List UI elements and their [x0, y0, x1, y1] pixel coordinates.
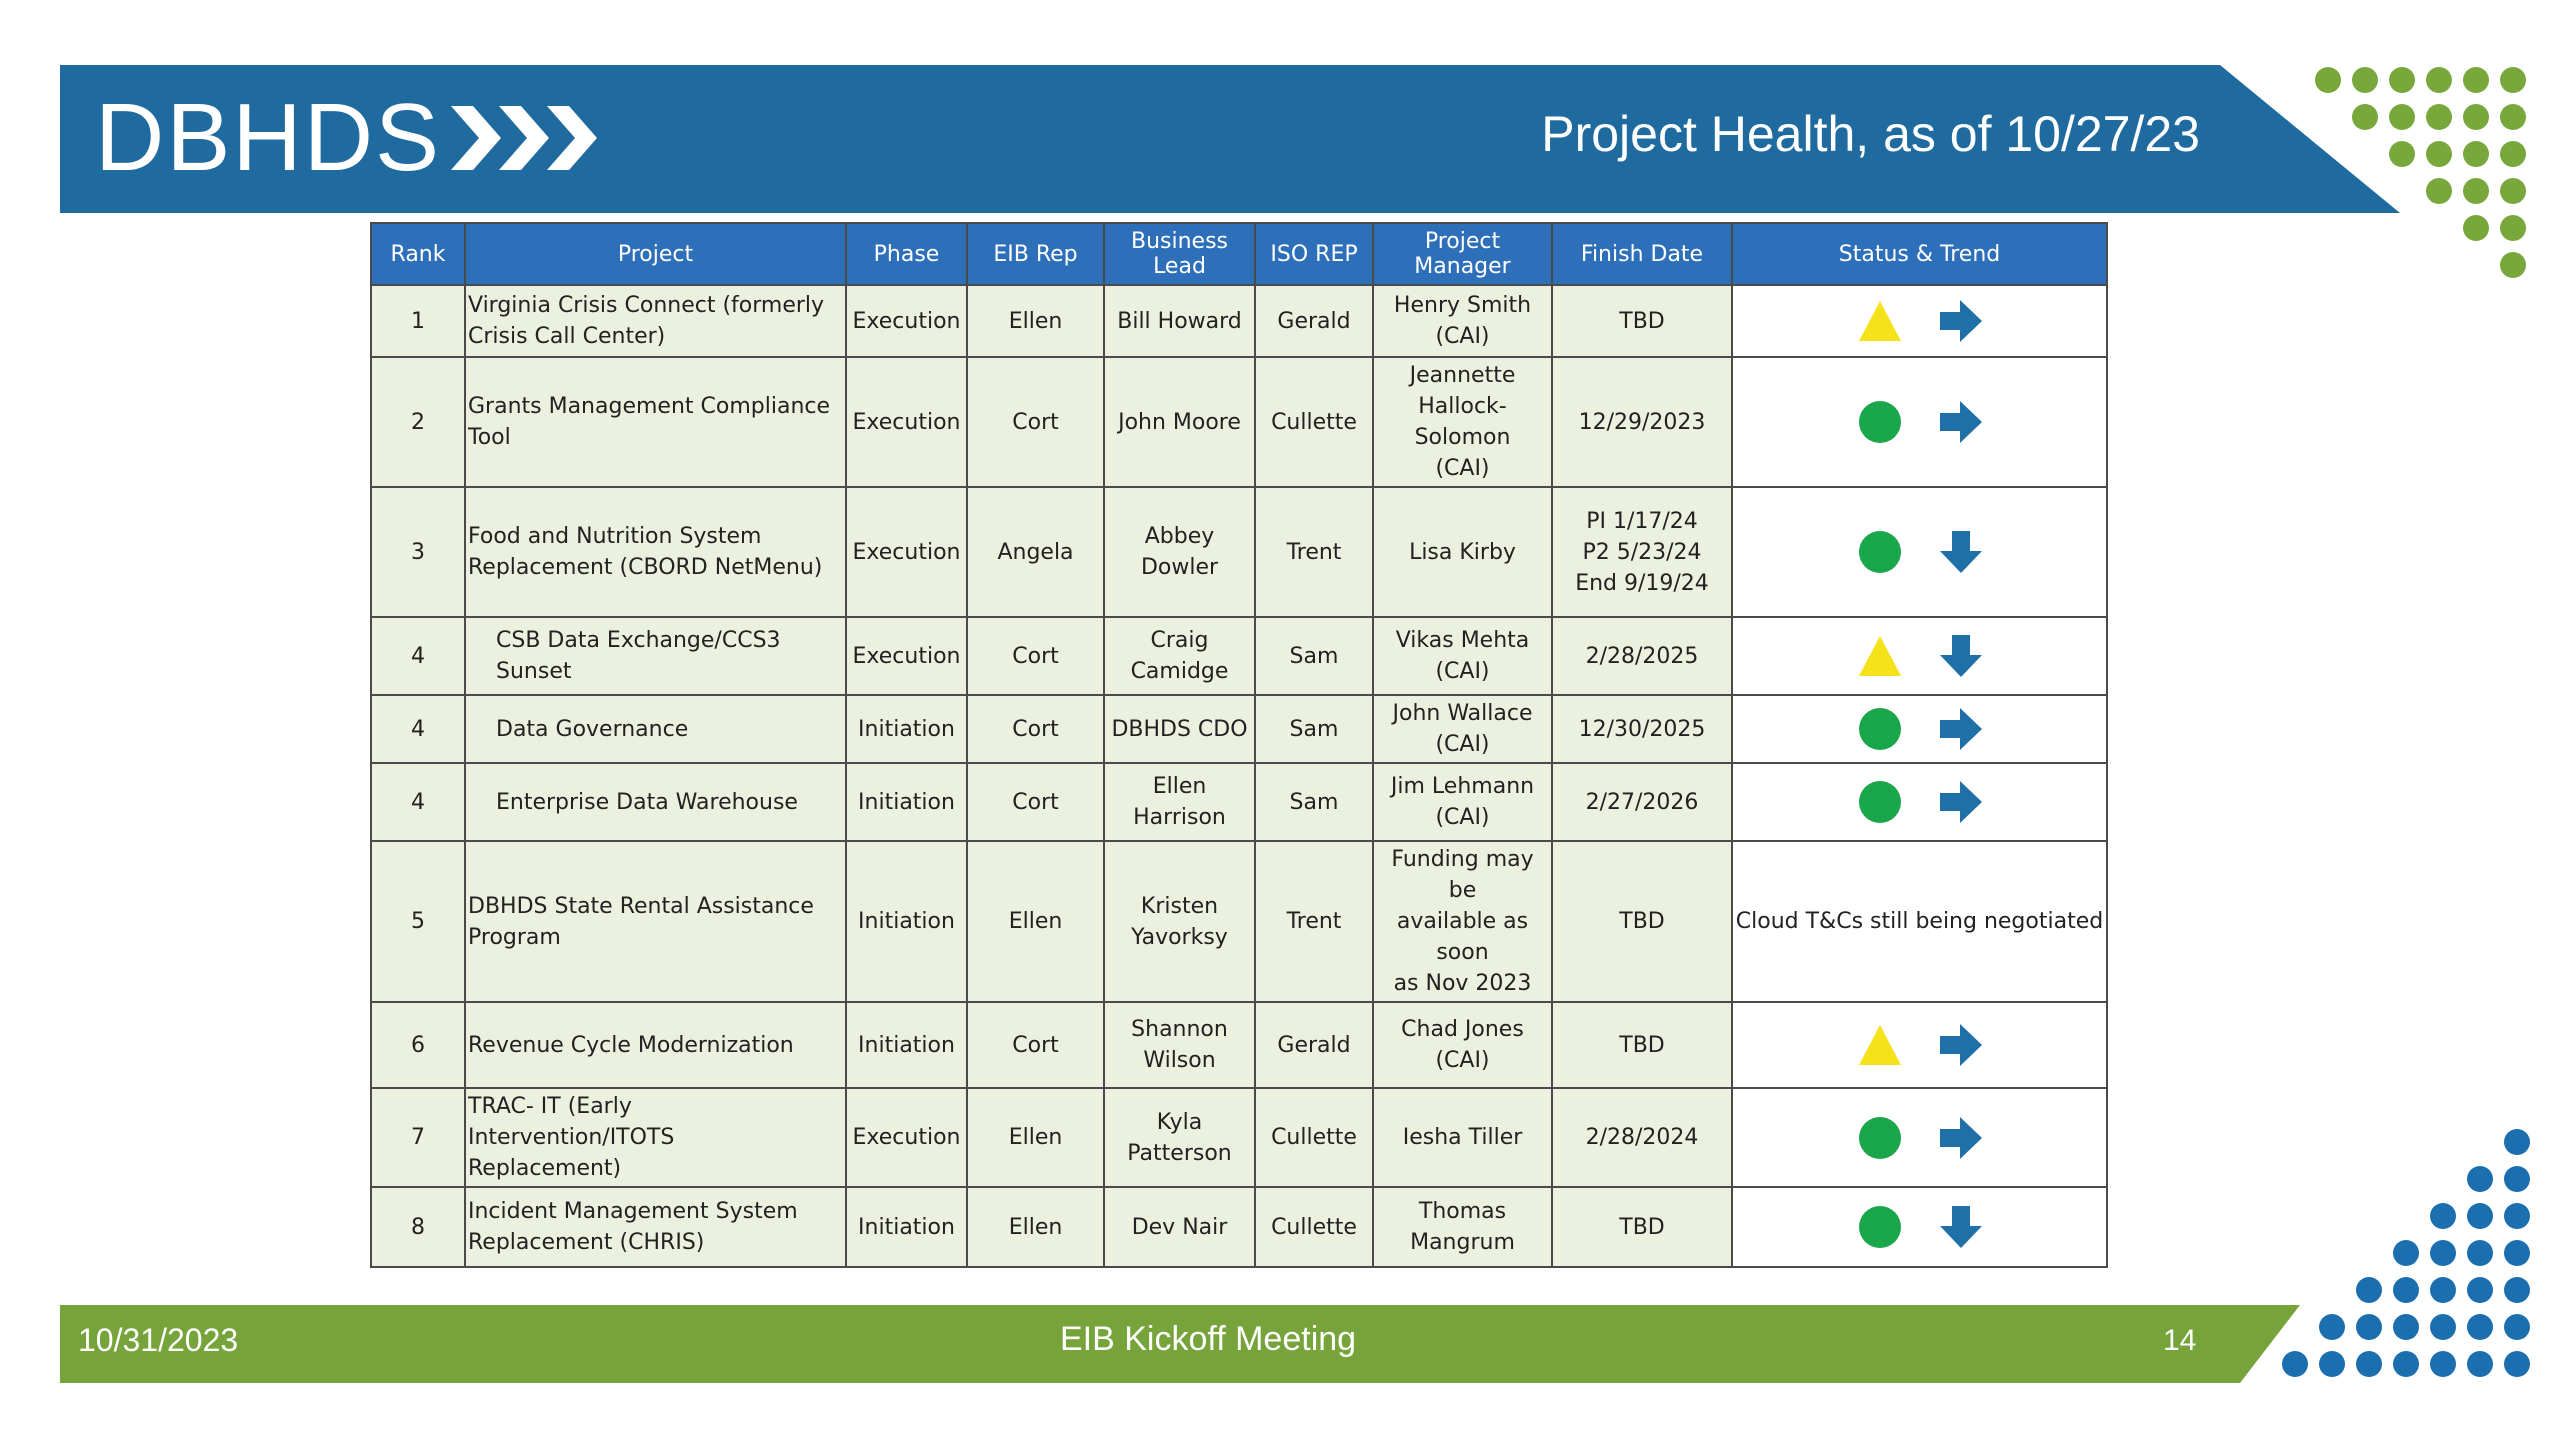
trend-down-arrow-icon	[1938, 1204, 1984, 1250]
decorative-dot	[2504, 1129, 2530, 1155]
finish-date-cell	[1552, 841, 1732, 1002]
iso-rep-cell: Sam	[1255, 695, 1373, 763]
project-cell	[465, 841, 846, 1002]
warning-triangle-icon	[1856, 1021, 1904, 1069]
eib-rep-cell: Cort	[967, 617, 1104, 695]
finish-date-cell	[1552, 487, 1732, 617]
phase-cell: Execution	[846, 285, 967, 357]
eib-rep-cell: Ellen	[967, 285, 1104, 357]
phase-cell: Initiation	[846, 695, 967, 763]
blue-dots-pattern	[2255, 1120, 2535, 1390]
table-row	[371, 1088, 2107, 1187]
project-cell-line: TRAC- IT (Early Intervention/ITOTS	[468, 1094, 675, 1150]
phase-cell: Execution	[846, 487, 967, 617]
eib-rep-cell: Ellen	[967, 1088, 1104, 1187]
project-cell-line: Enterprise Data Warehouse	[496, 789, 798, 815]
project-cell-line: Program	[468, 924, 561, 950]
business-lead-cell-line: Shannon	[1131, 1017, 1228, 1042]
table-row	[371, 487, 2107, 617]
phase-cell: Initiation	[846, 1187, 967, 1267]
decorative-dot	[2500, 178, 2526, 204]
decorative-dot	[2500, 104, 2526, 130]
phase-cell: Execution	[846, 1088, 967, 1187]
finish-date-cell-line: 2/28/2025	[1585, 643, 1699, 669]
eib-rep-cell: Cort	[967, 763, 1104, 841]
table-row	[371, 285, 2107, 357]
project-cell-line: Virginia Crisis Connect (formerly	[468, 293, 825, 318]
project-manager-cell-line: (CAI)	[1435, 324, 1490, 349]
finish-date-cell	[1552, 1088, 1732, 1187]
decorative-dot	[2463, 215, 2489, 241]
decorative-dot	[2393, 1277, 2419, 1303]
table-row	[371, 617, 2107, 695]
trend-down-arrow-icon	[1938, 633, 1984, 679]
warning-triangle-icon	[1856, 297, 1904, 345]
green-dots-pattern	[2270, 60, 2530, 280]
project-manager-cell	[1373, 285, 1552, 357]
status-green-circle-icon	[1856, 1203, 1904, 1251]
business-lead-cell-line: Abbey Dowler	[1140, 524, 1219, 580]
decorative-dot	[2500, 67, 2526, 93]
col-header-project: Project	[465, 223, 846, 285]
project-manager-cell	[1373, 357, 1552, 487]
project-cell	[465, 285, 846, 357]
project-manager-cell	[1373, 1002, 1552, 1088]
business-lead-cell-line: Bill Howard	[1117, 308, 1242, 334]
warning-triangle-icon	[1856, 632, 1904, 680]
project-cell	[465, 763, 846, 841]
project-manager-cell-line: John Wallace	[1392, 701, 1533, 726]
status-indicators	[1735, 1114, 2104, 1162]
finish-date-cell	[1552, 1002, 1732, 1088]
finish-date-cell	[1552, 1187, 1732, 1267]
slide-title: Project Health, as of 10/27/23	[1541, 106, 2200, 162]
table-header-row	[371, 223, 2107, 285]
decorative-dot	[2430, 1240, 2456, 1266]
status-indicators	[1735, 1021, 2104, 1069]
project-manager-cell-line: Mangrum	[1410, 1230, 1515, 1255]
project-manager-cell-line: Jim Lehmann	[1390, 774, 1535, 799]
decorative-dot	[2426, 178, 2452, 204]
table-row	[371, 695, 2107, 763]
phase-cell: Initiation	[846, 763, 967, 841]
project-cell-line: Crisis Call Center)	[468, 324, 666, 349]
finish-date-cell-line: P2 5/23/24	[1582, 539, 1702, 565]
decorative-dot	[2389, 104, 2415, 130]
finish-date-cell-line: 2/27/2026	[1585, 789, 1699, 815]
business-lead-cell	[1104, 1002, 1255, 1088]
rank-cell: 4	[371, 617, 465, 695]
business-lead-cell	[1104, 285, 1255, 357]
project-health-table-wrapper	[370, 222, 2106, 1268]
business-lead-cell-line: Kristen	[1140, 893, 1219, 919]
decorative-dot	[2500, 252, 2526, 278]
business-lead-cell-line: Dev Nair	[1131, 1214, 1228, 1240]
decorative-dot	[2504, 1351, 2530, 1377]
trend-right-arrow-icon	[1938, 706, 1984, 752]
table-row	[371, 1002, 2107, 1088]
status-trend-cell	[1732, 285, 2107, 357]
rank-cell: 2	[371, 357, 465, 487]
finish-date-cell	[1552, 357, 1732, 487]
decorative-dot	[2356, 1351, 2382, 1377]
trend-right-arrow-icon	[1938, 1022, 1984, 1068]
decorative-dot	[2500, 141, 2526, 167]
project-manager-cell-line: (CAI)	[1435, 805, 1490, 830]
phase-cell: Initiation	[846, 1002, 967, 1088]
decorative-dot	[2356, 1277, 2382, 1303]
project-manager-cell	[1373, 1088, 1552, 1187]
decorative-dot	[2430, 1314, 2456, 1340]
project-cell-line: DBHDS State Rental Assistance	[468, 893, 814, 919]
decorative-dot	[2315, 67, 2341, 93]
status-trend-cell	[1732, 1088, 2107, 1187]
finish-date-cell-line: 12/29/2023	[1578, 409, 1706, 435]
project-cell	[465, 357, 846, 487]
iso-rep-cell: Trent	[1255, 487, 1373, 617]
project-manager-cell-line: (CAI)	[1435, 659, 1490, 684]
iso-rep-cell: Gerald	[1255, 1002, 1373, 1088]
decorative-dot	[2467, 1351, 2493, 1377]
table-row	[371, 763, 2107, 841]
project-manager-cell-line: Jeannette	[1409, 363, 1516, 388]
project-cell-line: Replacement (CHRIS)	[468, 1230, 705, 1255]
decorative-dot	[2319, 1351, 2345, 1377]
project-cell	[465, 1088, 846, 1187]
project-cell	[465, 617, 846, 695]
business-lead-cell-line: Craig Camidge	[1130, 628, 1229, 684]
business-lead-cell-line: Ellen Harrison	[1133, 774, 1226, 830]
project-manager-cell-line: Thomas	[1418, 1199, 1507, 1224]
col-header-phase: Phase	[846, 223, 967, 285]
finish-date-cell-line: End 9/19/24	[1575, 570, 1709, 596]
status-indicators	[1735, 1203, 2104, 1251]
project-manager-cell-line: Henry Smith	[1393, 293, 1532, 318]
decorative-dot	[2352, 104, 2378, 130]
eib-rep-cell: Ellen	[967, 1187, 1104, 1267]
iso-rep-cell: Cullette	[1255, 357, 1373, 487]
decorative-dot	[2463, 104, 2489, 130]
project-cell-line: Revenue Cycle Modernization	[468, 1032, 794, 1058]
logo-text: DBHDS	[95, 84, 442, 191]
decorative-dot	[2426, 67, 2452, 93]
project-cell-line: Tool	[468, 425, 511, 450]
project-cell-line: Incident Management System	[468, 1199, 798, 1224]
status-indicators	[1735, 398, 2104, 446]
col-header-project-manager: Project Manager	[1373, 223, 1552, 285]
project-manager-cell-line: (CAI)	[1435, 456, 1490, 481]
phase-cell: Execution	[846, 617, 967, 695]
decorative-dot	[2504, 1166, 2530, 1192]
decorative-dot	[2500, 215, 2526, 241]
col-header-status-trend: Status & Trend	[1732, 223, 2107, 285]
business-lead-cell	[1104, 357, 1255, 487]
decorative-dot	[2352, 67, 2378, 93]
project-manager-cell	[1373, 841, 1552, 1002]
project-cell	[465, 1002, 846, 1088]
status-green-circle-icon	[1856, 1114, 1904, 1162]
footer-page-number: 14	[2163, 1324, 2197, 1357]
business-lead-cell	[1104, 617, 1255, 695]
decorative-dot	[2463, 141, 2489, 167]
eib-rep-cell: Ellen	[967, 841, 1104, 1002]
decorative-dot	[2504, 1203, 2530, 1229]
eib-rep-cell: Cort	[967, 695, 1104, 763]
status-indicators	[1735, 632, 2104, 680]
decorative-dot	[2282, 1351, 2308, 1377]
decorative-dot	[2467, 1277, 2493, 1303]
rank-cell: 4	[371, 763, 465, 841]
project-manager-cell-line: as Nov 2023	[1393, 971, 1532, 996]
finish-date-cell-line: TBD	[1619, 308, 1665, 334]
col-header-eib-rep: EIB Rep	[967, 223, 1104, 285]
finish-date-cell-line: PI 1/17/24	[1586, 508, 1698, 534]
status-indicators	[1735, 528, 2104, 576]
decorative-dot	[2467, 1166, 2493, 1192]
project-manager-cell-line: Vikas Mehta	[1395, 628, 1530, 653]
finish-date-cell-line: 12/30/2025	[1578, 716, 1706, 742]
rank-cell: 8	[371, 1187, 465, 1267]
decorative-dot	[2467, 1240, 2493, 1266]
decorative-dot	[2426, 104, 2452, 130]
business-lead-cell	[1104, 487, 1255, 617]
eib-rep-cell: Cort	[967, 1002, 1104, 1088]
project-manager-cell-line: Funding may be	[1391, 847, 1534, 903]
rank-cell: 4	[371, 695, 465, 763]
status-trend-cell	[1732, 1002, 2107, 1088]
finish-date-cell	[1552, 285, 1732, 357]
status-trend-cell	[1732, 357, 2107, 487]
decorative-dot	[2430, 1277, 2456, 1303]
table-row	[371, 841, 2107, 1002]
eib-rep-cell: Cort	[967, 357, 1104, 487]
iso-rep-cell: Sam	[1255, 617, 1373, 695]
project-cell	[465, 695, 846, 763]
decorative-dot	[2393, 1314, 2419, 1340]
iso-rep-cell: Trent	[1255, 841, 1373, 1002]
business-lead-cell	[1104, 763, 1255, 841]
trend-right-arrow-icon	[1938, 1115, 1984, 1161]
finish-date-cell-line: TBD	[1619, 1214, 1665, 1240]
table-body	[371, 285, 2107, 1267]
finish-date-cell-line: TBD	[1619, 909, 1665, 934]
col-header-rank: Rank	[371, 223, 465, 285]
phase-cell: Execution	[846, 357, 967, 487]
decorative-dot	[2504, 1277, 2530, 1303]
decorative-dot	[2389, 141, 2415, 167]
status-indicators	[1735, 778, 2104, 826]
status-note: Cloud T&Cs still being negotiated	[1735, 909, 2104, 934]
rank-cell: 1	[371, 285, 465, 357]
table-row	[371, 1187, 2107, 1267]
dbhds-logo	[95, 78, 601, 198]
decorative-dot	[2430, 1351, 2456, 1377]
col-header-iso-rep: ISO REP	[1255, 223, 1373, 285]
project-health-table	[370, 222, 2108, 1268]
project-manager-cell-line: Hallock-Solomon	[1414, 394, 1511, 450]
project-cell-line: Grants Management Compliance	[468, 394, 831, 419]
decorative-dot	[2504, 1314, 2530, 1340]
business-lead-cell-line: John Moore	[1118, 409, 1241, 435]
business-lead-cell	[1104, 841, 1255, 1002]
iso-rep-cell: Sam	[1255, 763, 1373, 841]
project-cell-line: Replacement)	[468, 1156, 622, 1181]
project-manager-cell-line: available as soon	[1396, 909, 1529, 965]
business-lead-cell	[1104, 1187, 1255, 1267]
project-manager-cell-line: Lisa Kirby	[1409, 539, 1516, 565]
trend-down-arrow-icon	[1938, 529, 1984, 575]
decorative-dot	[2389, 67, 2415, 93]
decorative-dot	[2319, 1314, 2345, 1340]
status-indicators	[1735, 705, 2104, 753]
decorative-dot	[2393, 1351, 2419, 1377]
finish-date-cell	[1552, 763, 1732, 841]
rank-cell: 7	[371, 1088, 465, 1187]
decorative-dot	[2463, 67, 2489, 93]
status-trend-cell	[1732, 841, 2107, 1002]
project-manager-cell	[1373, 617, 1552, 695]
project-manager-cell	[1373, 487, 1552, 617]
trend-right-arrow-icon	[1938, 779, 1984, 825]
status-green-circle-icon	[1856, 528, 1904, 576]
status-trend-cell	[1732, 763, 2107, 841]
rank-cell: 6	[371, 1002, 465, 1088]
decorative-dot	[2467, 1203, 2493, 1229]
project-cell	[465, 487, 846, 617]
project-cell-line: Food and Nutrition System	[468, 524, 762, 549]
business-lead-cell	[1104, 695, 1255, 763]
iso-rep-cell: Cullette	[1255, 1088, 1373, 1187]
iso-rep-cell: Cullette	[1255, 1187, 1373, 1267]
trend-right-arrow-icon	[1938, 399, 1984, 445]
business-lead-cell-line: Kyla Patterson	[1127, 1109, 1232, 1166]
project-manager-cell-line: Chad Jones	[1401, 1017, 1524, 1042]
trend-right-arrow-icon	[1938, 298, 1984, 344]
project-manager-cell	[1373, 763, 1552, 841]
rank-cell: 3	[371, 487, 465, 617]
project-manager-cell-line: (CAI)	[1435, 1048, 1490, 1073]
decorative-dot	[2426, 141, 2452, 167]
finish-date-cell-line: 2/28/2024	[1585, 1125, 1699, 1150]
logo-chevrons-icon	[451, 100, 601, 176]
project-cell-line: CSB Data Exchange/CCS3 Sunset	[496, 628, 781, 684]
status-trend-cell	[1732, 617, 2107, 695]
project-manager-cell-line: Iesha Tiller	[1402, 1125, 1523, 1150]
phase-cell: Initiation	[846, 841, 967, 1002]
decorative-dot	[2463, 178, 2489, 204]
status-indicators	[1735, 297, 2104, 345]
finish-date-cell-line: TBD	[1619, 1032, 1665, 1058]
project-cell-line: Replacement (CBORD NetMenu)	[468, 555, 823, 580]
decorative-dot	[2467, 1314, 2493, 1340]
business-lead-cell-line: Yavorksy	[1131, 924, 1228, 950]
iso-rep-cell: Gerald	[1255, 285, 1373, 357]
decorative-dot	[2393, 1240, 2419, 1266]
project-manager-cell-line: (CAI)	[1435, 732, 1490, 757]
status-trend-cell	[1732, 1187, 2107, 1267]
col-header-finish-date: Finish Date	[1552, 223, 1732, 285]
status-green-circle-icon	[1856, 778, 1904, 826]
rank-cell: 5	[371, 841, 465, 1002]
decorative-dot	[2356, 1314, 2382, 1340]
business-lead-cell	[1104, 1088, 1255, 1187]
footer-date: 10/31/2023	[78, 1322, 239, 1358]
table-row	[371, 357, 2107, 487]
col-header-business-lead: Business Lead	[1104, 223, 1255, 285]
status-green-circle-icon	[1856, 398, 1904, 446]
project-manager-cell	[1373, 1187, 1552, 1267]
finish-date-cell	[1552, 617, 1732, 695]
footer-meeting-title: EIB Kickoff Meeting	[1060, 1320, 1357, 1358]
business-lead-cell-line: DBHDS CDO	[1111, 716, 1248, 742]
business-lead-cell-line: Wilson	[1143, 1048, 1216, 1073]
decorative-dot	[2430, 1203, 2456, 1229]
eib-rep-cell: Angela	[967, 487, 1104, 617]
finish-date-cell	[1552, 695, 1732, 763]
project-cell-line: Data Governance	[496, 716, 689, 742]
project-cell	[465, 1187, 846, 1267]
status-green-circle-icon	[1856, 705, 1904, 753]
decorative-dot	[2504, 1240, 2530, 1266]
project-manager-cell	[1373, 695, 1552, 763]
status-trend-cell	[1732, 695, 2107, 763]
status-trend-cell	[1732, 487, 2107, 617]
